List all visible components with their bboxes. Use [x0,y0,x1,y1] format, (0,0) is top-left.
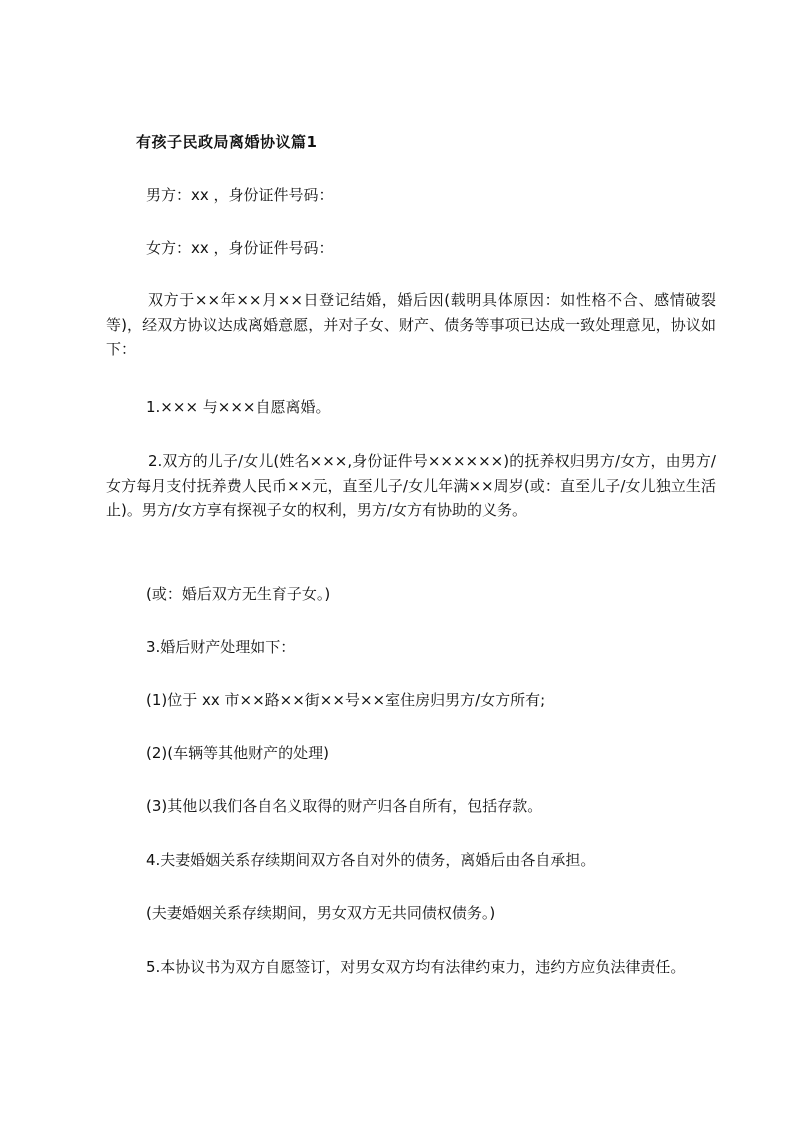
clause-1: 1.××× 与×××自愿离婚。 [146,398,331,416]
clause-4-alternative: (夫妻婚姻关系存续期间，男女双方无共同债权债务。) [146,904,496,922]
clause-3-item-2: (2)(车辆等其他财产的处理) [146,744,329,762]
wife-info-line: 女方：xx ，身份证件号码： [146,239,334,257]
intro-paragraph: 双方于××年××月××日登记结婚，婚后因(载明具体原因：如性格不合、感情破裂等)，经双方协议达成离婚意愿，并对子女、财产、债务等事项已达成一致处理意见，协议如下： [106,291,716,358]
clause-2: 2.双方的儿子/女儿(姓名×××,身份证件号××××××)的抚养权归男方/女方，由男方/女方每月支付抚养费人民币××元，直至儿子/女儿年满××周岁(或：直至儿子/女儿独立生活止)。男方/女方享有探视子女的权利，男方/女方有协助的义务。 [106,452,716,519]
husband-info-line: 男方：xx ，身份证件号码： [146,186,334,204]
clause-4: 4.夫妻婚姻关系存续期间双方各自对外的债务，离婚后由各自承担。 [146,851,596,869]
clause-3-item-3: (3)其他以我们各自名义取得的财产归各自所有，包括存款。 [146,797,543,815]
clause-2-alternative: (或：婚后双方无生育子女。) [146,585,331,603]
clause-5: 5.本协议书为双方自愿签订，对男女双方均有法律约束力，违约方应负法律责任。 [146,958,686,976]
clause-3: 3.婚后财产处理如下： [146,638,296,656]
document-title: 有孩子民政局离婚协议篇1 [136,133,318,151]
clause-3-item-1: (1)位于 xx 市××路××街××号××室住房归男方/女方所有; [146,691,546,709]
